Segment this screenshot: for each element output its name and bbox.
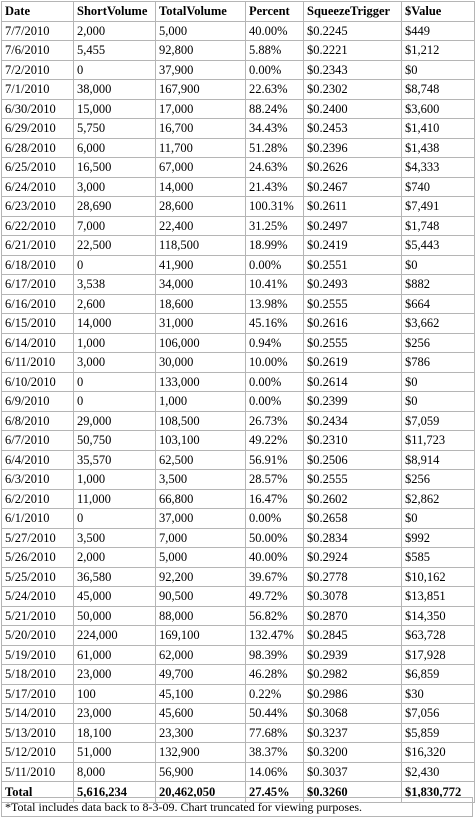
total-volume-cell: 16,700 — [156, 119, 246, 139]
percent-cell: 21.43% — [246, 177, 304, 197]
value-cell: $4,333 — [402, 158, 475, 178]
date-cell: 7/6/2010 — [2, 41, 74, 61]
total-volume-cell: 45,100 — [156, 684, 246, 704]
short-volume-cell: 14,000 — [74, 314, 156, 334]
total-volume-cell: 62,000 — [156, 645, 246, 665]
table-row — [2, 294, 475, 314]
squeeze-trigger-cell: $0.2619 — [304, 353, 402, 373]
total-volume-cell: 7,000 — [156, 528, 246, 548]
short-volume-cell: 18,100 — [74, 723, 156, 743]
value-cell: $1,212 — [402, 41, 475, 61]
total-volume-cell: 66,800 — [156, 489, 246, 509]
total-volume-cell: 34,000 — [156, 275, 246, 295]
table-row — [2, 333, 475, 353]
short-volume-cell: 5,750 — [74, 119, 156, 139]
table-row — [2, 138, 475, 158]
total-value: $1,830,772 — [402, 782, 475, 803]
percent-cell: 0.00% — [246, 392, 304, 412]
date-cell: 6/1/2010 — [2, 509, 74, 529]
squeeze-trigger-cell: $0.2924 — [304, 548, 402, 568]
total-volume-cell: 18,600 — [156, 294, 246, 314]
date-cell: 6/18/2010 — [2, 255, 74, 275]
value-cell: $17,928 — [402, 645, 475, 665]
percent-cell: 5.88% — [246, 41, 304, 61]
table-row — [2, 626, 475, 646]
percent-cell: 100.31% — [246, 197, 304, 217]
total-volume-cell: 92,200 — [156, 567, 246, 587]
squeeze-trigger-cell: $0.2551 — [304, 255, 402, 275]
table-row — [2, 411, 475, 431]
percent-cell: 18.99% — [246, 236, 304, 256]
percent-cell: 10.00% — [246, 353, 304, 373]
squeeze-trigger-cell: $0.2658 — [304, 509, 402, 529]
table-row — [2, 567, 475, 587]
table-row — [2, 353, 475, 373]
total-volume-cell: 22,400 — [156, 216, 246, 236]
short-volume-cell: 224,000 — [74, 626, 156, 646]
squeeze-trigger-cell: $0.2614 — [304, 372, 402, 392]
total-squeeze-trigger: $0.3260 — [304, 782, 402, 803]
date-cell: 5/26/2010 — [2, 548, 74, 568]
percent-cell: 28.57% — [246, 470, 304, 490]
table-row — [2, 41, 475, 61]
total-volume-cell: 49,700 — [156, 665, 246, 685]
percent-cell: 22.63% — [246, 80, 304, 100]
date-cell: 5/19/2010 — [2, 645, 74, 665]
short-volume-cell: 0 — [74, 372, 156, 392]
date-cell: 6/24/2010 — [2, 177, 74, 197]
value-cell: $3,662 — [402, 314, 475, 334]
short-volume-cell: 15,000 — [74, 99, 156, 119]
squeeze-trigger-cell: $0.2870 — [304, 606, 402, 626]
short-volume-cell: 1,000 — [74, 470, 156, 490]
table-row — [2, 158, 475, 178]
value-cell: $585 — [402, 548, 475, 568]
total-volume-cell: 62,500 — [156, 450, 246, 470]
total-volume-cell: 31,000 — [156, 314, 246, 334]
date-cell: 6/30/2010 — [2, 99, 74, 119]
squeeze-trigger-cell: $0.2245 — [304, 21, 402, 41]
value-cell: $6,859 — [402, 665, 475, 685]
total-volume-cell: 133,000 — [156, 372, 246, 392]
value-cell: $0 — [402, 392, 475, 412]
table-row — [2, 21, 475, 41]
percent-cell: 34.43% — [246, 119, 304, 139]
date-cell: 5/12/2010 — [2, 743, 74, 763]
header-percent: Percent — [246, 2, 304, 22]
table-row — [2, 704, 475, 724]
table-row — [2, 684, 475, 704]
table-row — [2, 60, 475, 80]
value-cell: $3,600 — [402, 99, 475, 119]
short-volume-cell: 1,000 — [74, 333, 156, 353]
date-cell: 5/27/2010 — [2, 528, 74, 548]
date-cell: 6/23/2010 — [2, 197, 74, 217]
date-cell: 6/15/2010 — [2, 314, 74, 334]
value-cell: $10,162 — [402, 567, 475, 587]
percent-cell: 38.37% — [246, 743, 304, 763]
total-volume-cell: 169,100 — [156, 626, 246, 646]
short-volume-cell: 61,000 — [74, 645, 156, 665]
value-cell: $5,443 — [402, 236, 475, 256]
total-volume-cell: 5,000 — [156, 21, 246, 41]
value-cell: $16,320 — [402, 743, 475, 763]
short-volume-cell: 50,750 — [74, 431, 156, 451]
squeeze-trigger-cell: $0.2453 — [304, 119, 402, 139]
squeeze-trigger-cell: $0.2555 — [304, 294, 402, 314]
short-volume-table — [1, 1, 475, 803]
date-cell: 6/22/2010 — [2, 216, 74, 236]
total-volume-cell: 30,000 — [156, 353, 246, 373]
date-cell: 6/4/2010 — [2, 450, 74, 470]
squeeze-trigger-cell: $0.2434 — [304, 411, 402, 431]
value-cell: $256 — [402, 470, 475, 490]
short-volume-cell: 3,000 — [74, 353, 156, 373]
total-volume-cell: 5,000 — [156, 548, 246, 568]
value-cell: $786 — [402, 353, 475, 373]
date-cell: 6/7/2010 — [2, 431, 74, 451]
percent-cell: 40.00% — [246, 548, 304, 568]
short-volume-cell: 100 — [74, 684, 156, 704]
squeeze-trigger-cell: $0.2221 — [304, 41, 402, 61]
value-cell: $7,056 — [402, 704, 475, 724]
date-cell: 6/2/2010 — [2, 489, 74, 509]
short-volume-cell: 2,000 — [74, 21, 156, 41]
value-cell: $256 — [402, 333, 475, 353]
squeeze-trigger-cell: $0.3237 — [304, 723, 402, 743]
value-cell: $2,862 — [402, 489, 475, 509]
value-cell: $992 — [402, 528, 475, 548]
table-row — [2, 723, 475, 743]
table-row — [2, 470, 475, 490]
percent-cell: 0.00% — [246, 372, 304, 392]
short-volume-cell: 11,000 — [74, 489, 156, 509]
percent-cell: 50.44% — [246, 704, 304, 724]
percent-cell: 0.94% — [246, 333, 304, 353]
short-volume-cell: 35,570 — [74, 450, 156, 470]
percent-cell: 46.28% — [246, 665, 304, 685]
value-cell: $0 — [402, 372, 475, 392]
date-cell: 5/11/2010 — [2, 762, 74, 782]
table-row — [2, 489, 475, 509]
table-row — [2, 177, 475, 197]
squeeze-trigger-cell: $0.2611 — [304, 197, 402, 217]
header-date: Date — [2, 2, 74, 22]
date-cell: 6/8/2010 — [2, 411, 74, 431]
squeeze-trigger-cell: $0.2939 — [304, 645, 402, 665]
total-volume-cell: 37,900 — [156, 60, 246, 80]
short-volume-cell: 5,455 — [74, 41, 156, 61]
date-cell: 5/24/2010 — [2, 587, 74, 607]
total-volume-cell: 92,800 — [156, 41, 246, 61]
percent-cell: 88.24% — [246, 99, 304, 119]
total-volume-cell: 45,600 — [156, 704, 246, 724]
squeeze-trigger-cell: $0.2302 — [304, 80, 402, 100]
short-volume-cell: 6,000 — [74, 138, 156, 158]
date-cell: 5/17/2010 — [2, 684, 74, 704]
date-cell: 6/14/2010 — [2, 333, 74, 353]
value-cell: $5,859 — [402, 723, 475, 743]
table-row — [2, 236, 475, 256]
short-volume-cell: 0 — [74, 60, 156, 80]
value-cell: $1,438 — [402, 138, 475, 158]
total-volume-cell: 1,000 — [156, 392, 246, 412]
percent-cell: 26.73% — [246, 411, 304, 431]
value-cell: $63,728 — [402, 626, 475, 646]
short-volume-cell: 23,000 — [74, 665, 156, 685]
total-volume-cell: 41,900 — [156, 255, 246, 275]
table-row — [2, 392, 475, 412]
table-row — [2, 450, 475, 470]
header-row — [2, 2, 475, 22]
total-short-volume: 5,616,234 — [74, 782, 156, 803]
value-cell: $1,748 — [402, 216, 475, 236]
total-label: Total — [2, 782, 74, 803]
date-cell: 6/10/2010 — [2, 372, 74, 392]
table-row — [2, 372, 475, 392]
percent-cell: 24.63% — [246, 158, 304, 178]
squeeze-trigger-cell: $0.2419 — [304, 236, 402, 256]
percent-cell: 56.91% — [246, 450, 304, 470]
date-cell: 6/29/2010 — [2, 119, 74, 139]
value-cell: $0 — [402, 255, 475, 275]
total-total-volume: 20,462,050 — [156, 782, 246, 803]
squeeze-trigger-cell: $0.3037 — [304, 762, 402, 782]
table-row — [2, 80, 475, 100]
table-row — [2, 255, 475, 275]
squeeze-trigger-cell: $0.2555 — [304, 470, 402, 490]
total-volume-cell: 37,000 — [156, 509, 246, 529]
table-row — [2, 587, 475, 607]
short-volume-cell: 3,538 — [74, 275, 156, 295]
table-row — [2, 431, 475, 451]
short-volume-cell: 29,000 — [74, 411, 156, 431]
table-row — [2, 548, 475, 568]
table-body — [2, 21, 475, 782]
date-cell: 7/2/2010 — [2, 60, 74, 80]
date-cell: 5/14/2010 — [2, 704, 74, 724]
short-volume-cell: 0 — [74, 392, 156, 412]
short-volume-cell: 36,580 — [74, 567, 156, 587]
squeeze-trigger-cell: $0.2399 — [304, 392, 402, 412]
date-cell: 5/13/2010 — [2, 723, 74, 743]
value-cell: $13,851 — [402, 587, 475, 607]
percent-cell: 51.28% — [246, 138, 304, 158]
percent-cell: 56.82% — [246, 606, 304, 626]
value-cell: $8,748 — [402, 80, 475, 100]
value-cell: $0 — [402, 509, 475, 529]
table-row — [2, 665, 475, 685]
percent-cell: 14.06% — [246, 762, 304, 782]
footnote: *Total includes data back to 8-3-09. Chart truncated for viewing purposes. — [1, 797, 473, 817]
table-row — [2, 762, 475, 782]
squeeze-trigger-cell: $0.2845 — [304, 626, 402, 646]
value-cell: $0 — [402, 60, 475, 80]
short-volume-cell: 3,000 — [74, 177, 156, 197]
total-percent: 27.45% — [246, 782, 304, 803]
short-volume-cell: 2,600 — [74, 294, 156, 314]
squeeze-trigger-cell: $0.2497 — [304, 216, 402, 236]
total-volume-cell: 108,500 — [156, 411, 246, 431]
date-cell: 6/17/2010 — [2, 275, 74, 295]
squeeze-trigger-cell: $0.2310 — [304, 431, 402, 451]
date-cell: 6/3/2010 — [2, 470, 74, 490]
percent-cell: 0.00% — [246, 255, 304, 275]
date-cell: 6/28/2010 — [2, 138, 74, 158]
squeeze-trigger-cell: $0.2834 — [304, 528, 402, 548]
header-squeeze-trigger: SqueezeTrigger — [304, 2, 402, 22]
value-cell: $7,491 — [402, 197, 475, 217]
value-cell: $11,723 — [402, 431, 475, 451]
percent-cell: 98.39% — [246, 645, 304, 665]
date-cell: 6/21/2010 — [2, 236, 74, 256]
total-volume-cell: 56,900 — [156, 762, 246, 782]
date-cell: 5/25/2010 — [2, 567, 74, 587]
table-row — [2, 216, 475, 236]
table-row — [2, 99, 475, 119]
short-volume-cell: 45,000 — [74, 587, 156, 607]
short-volume-cell: 0 — [74, 255, 156, 275]
total-volume-cell: 90,500 — [156, 587, 246, 607]
percent-cell: 50.00% — [246, 528, 304, 548]
squeeze-trigger-cell: $0.2343 — [304, 60, 402, 80]
percent-cell: 13.98% — [246, 294, 304, 314]
percent-cell: 31.25% — [246, 216, 304, 236]
squeeze-trigger-cell: $0.3068 — [304, 704, 402, 724]
header-total-volume: TotalVolume — [156, 2, 246, 22]
percent-cell: 0.22% — [246, 684, 304, 704]
value-cell: $2,430 — [402, 762, 475, 782]
percent-cell: 77.68% — [246, 723, 304, 743]
date-cell: 5/20/2010 — [2, 626, 74, 646]
squeeze-trigger-cell: $0.2396 — [304, 138, 402, 158]
table-row — [2, 119, 475, 139]
squeeze-trigger-cell: $0.2616 — [304, 314, 402, 334]
value-cell: $882 — [402, 275, 475, 295]
short-volume-cell: 28,690 — [74, 197, 156, 217]
value-cell: $740 — [402, 177, 475, 197]
squeeze-trigger-cell: $0.2602 — [304, 489, 402, 509]
total-volume-cell: 167,900 — [156, 80, 246, 100]
table-row — [2, 528, 475, 548]
date-cell: 6/16/2010 — [2, 294, 74, 314]
total-volume-cell: 67,000 — [156, 158, 246, 178]
date-cell: 6/25/2010 — [2, 158, 74, 178]
squeeze-trigger-cell: $0.2400 — [304, 99, 402, 119]
value-cell: $8,914 — [402, 450, 475, 470]
squeeze-trigger-cell: $0.2506 — [304, 450, 402, 470]
short-volume-cell: 51,000 — [74, 743, 156, 763]
percent-cell: 49.22% — [246, 431, 304, 451]
short-volume-cell: 7,000 — [74, 216, 156, 236]
table-row — [2, 275, 475, 295]
squeeze-trigger-cell: $0.3200 — [304, 743, 402, 763]
table-row — [2, 606, 475, 626]
short-volume-cell: 23,000 — [74, 704, 156, 724]
percent-cell: 49.72% — [246, 587, 304, 607]
total-volume-cell: 28,600 — [156, 197, 246, 217]
total-volume-cell: 132,900 — [156, 743, 246, 763]
table-row — [2, 645, 475, 665]
total-volume-cell: 11,700 — [156, 138, 246, 158]
date-cell: 7/1/2010 — [2, 80, 74, 100]
percent-cell: 0.00% — [246, 509, 304, 529]
squeeze-trigger-cell: $0.2986 — [304, 684, 402, 704]
date-cell: 7/7/2010 — [2, 21, 74, 41]
date-cell: 6/9/2010 — [2, 392, 74, 412]
squeeze-trigger-cell: $0.3078 — [304, 587, 402, 607]
value-cell: $1,410 — [402, 119, 475, 139]
short-volume-cell: 38,000 — [74, 80, 156, 100]
short-volume-cell: 16,500 — [74, 158, 156, 178]
value-cell: $14,350 — [402, 606, 475, 626]
value-cell: $449 — [402, 21, 475, 41]
table-row — [2, 197, 475, 217]
short-volume-cell: 50,000 — [74, 606, 156, 626]
total-volume-cell: 88,000 — [156, 606, 246, 626]
total-volume-cell: 14,000 — [156, 177, 246, 197]
short-volume-cell: 22,500 — [74, 236, 156, 256]
squeeze-trigger-cell: $0.2982 — [304, 665, 402, 685]
value-cell: $30 — [402, 684, 475, 704]
table-row — [2, 509, 475, 529]
table-row — [2, 743, 475, 763]
date-cell: 5/18/2010 — [2, 665, 74, 685]
date-cell: 6/11/2010 — [2, 353, 74, 373]
header-short-volume: ShortVolume — [74, 2, 156, 22]
total-volume-cell: 17,000 — [156, 99, 246, 119]
squeeze-trigger-cell: $0.2467 — [304, 177, 402, 197]
squeeze-trigger-cell: $0.2626 — [304, 158, 402, 178]
total-volume-cell: 106,000 — [156, 333, 246, 353]
total-volume-cell: 23,300 — [156, 723, 246, 743]
percent-cell: 0.00% — [246, 60, 304, 80]
short-volume-cell: 2,000 — [74, 548, 156, 568]
percent-cell: 10.41% — [246, 275, 304, 295]
total-volume-cell: 103,100 — [156, 431, 246, 451]
header-value: $Value — [402, 2, 475, 22]
squeeze-trigger-cell: $0.2493 — [304, 275, 402, 295]
short-volume-cell: 8,000 — [74, 762, 156, 782]
percent-cell: 45.16% — [246, 314, 304, 334]
total-volume-cell: 118,500 — [156, 236, 246, 256]
table-row — [2, 314, 475, 334]
value-cell: $664 — [402, 294, 475, 314]
short-volume-cell: 0 — [74, 509, 156, 529]
squeeze-trigger-cell: $0.2555 — [304, 333, 402, 353]
percent-cell: 132.47% — [246, 626, 304, 646]
percent-cell: 39.67% — [246, 567, 304, 587]
date-cell: 5/21/2010 — [2, 606, 74, 626]
value-cell: $7,059 — [402, 411, 475, 431]
percent-cell: 16.47% — [246, 489, 304, 509]
total-volume-cell: 3,500 — [156, 470, 246, 490]
short-volume-cell: 3,500 — [74, 528, 156, 548]
squeeze-trigger-cell: $0.2778 — [304, 567, 402, 587]
percent-cell: 40.00% — [246, 21, 304, 41]
